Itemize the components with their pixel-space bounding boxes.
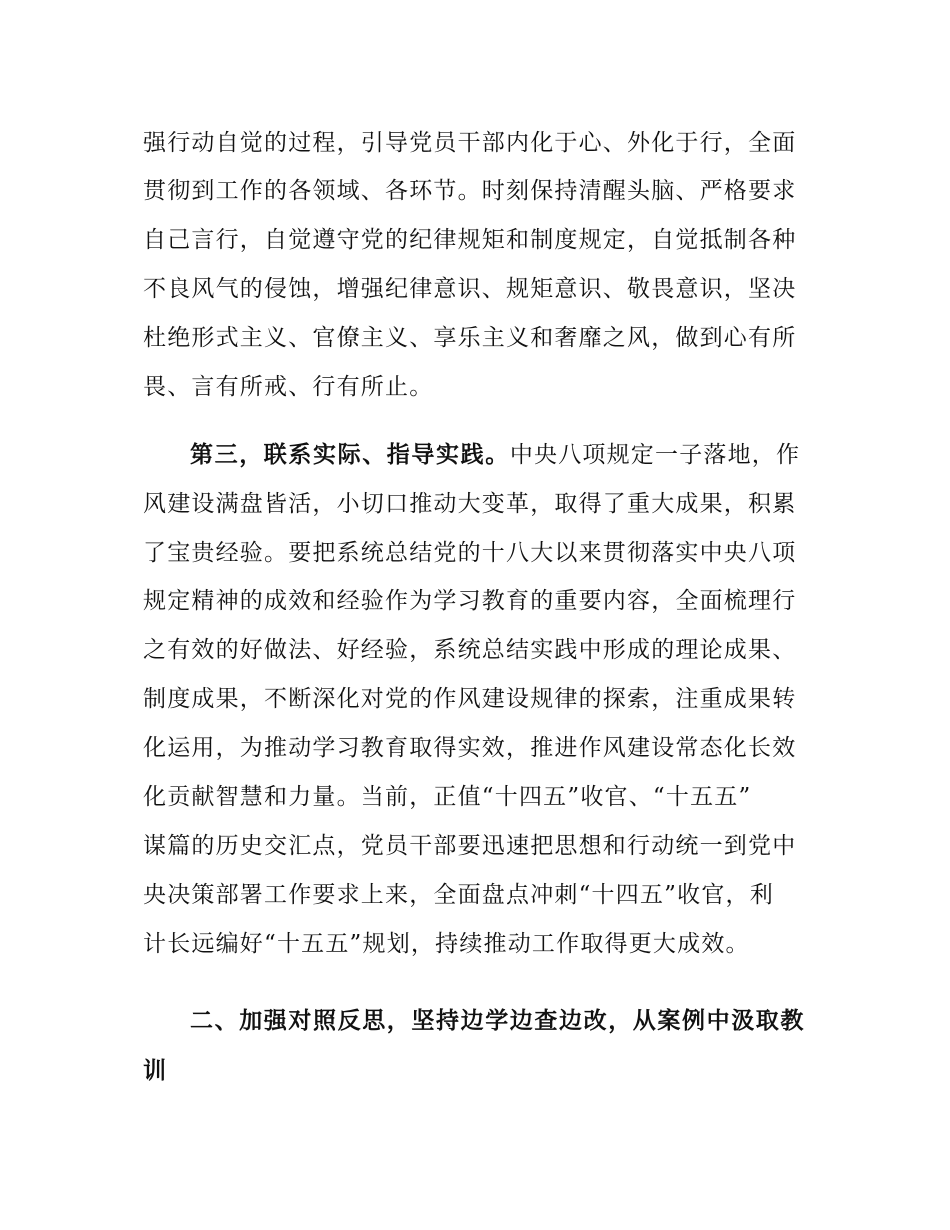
- text-line: 风建设满盘皆活，小切口推动大变革，取得了重大成果，积累: [143, 491, 797, 517]
- text-line: 规定精神的成效和经验作为学习教育的重要内容，全面梳理行: [143, 588, 797, 614]
- text-line: 不良风气的侵蚀，增强纪律意识、规矩意识、敬畏意识，坚决: [143, 276, 797, 302]
- section-heading-line: 二、加强对照反思，坚持边学边查边改，从案例中汲取教: [190, 1008, 805, 1034]
- text-line: 制度成果，不断深化对党的作风建设规律的探索，注重成果转: [143, 686, 797, 712]
- text-line: 贯彻到工作的各领域、各环节。时刻保持清醒头脑、严格要求: [143, 178, 797, 204]
- text-line: [190, 440, 800, 470]
- text-line: 畏、言有所戒、行有所止。: [143, 374, 434, 400]
- text-line: 杜绝形式主义、官僚主义、享乐主义和奢靡之风，做到心有所: [143, 325, 797, 351]
- text-line: 化贡献智慧和力量。当前，正值“十四五”收官、“十五五”: [143, 784, 752, 810]
- paragraph-lead-heading: 第三，联系实际、指导实践。: [190, 442, 510, 468]
- text-line: 谋篇的历史交汇点，党员干部要迅速把思想和行动统一到党中: [143, 833, 797, 859]
- section-heading-line: 训: [143, 1058, 168, 1084]
- text-line: 化运用，为推动学习教育取得实效，推进作风建设常态化长效: [143, 735, 797, 761]
- paragraph-lead-rest: 中央八项规定一子落地，作: [509, 442, 801, 468]
- text-line: 了宝贵经验。要把系统总结党的十八大以来贯彻落实中央八项: [143, 540, 797, 566]
- text-line: 央决策部署工作要求上来，全面盘点冲刺“十四五”收官，利: [143, 882, 774, 908]
- text-line: 强行动自觉的过程，引导党员干部内化于心、外化于行，全面: [143, 130, 797, 156]
- text-line: 计长远编好“十五五”规划，持续推动工作取得更大成效。: [143, 931, 750, 957]
- text-line: 自己言行，自觉遵守党的纪律规矩和制度规定，自觉抵制各种: [143, 227, 797, 253]
- text-line: 之有效的好做法、好经验，系统总结实践中形成的理论成果、: [143, 637, 797, 663]
